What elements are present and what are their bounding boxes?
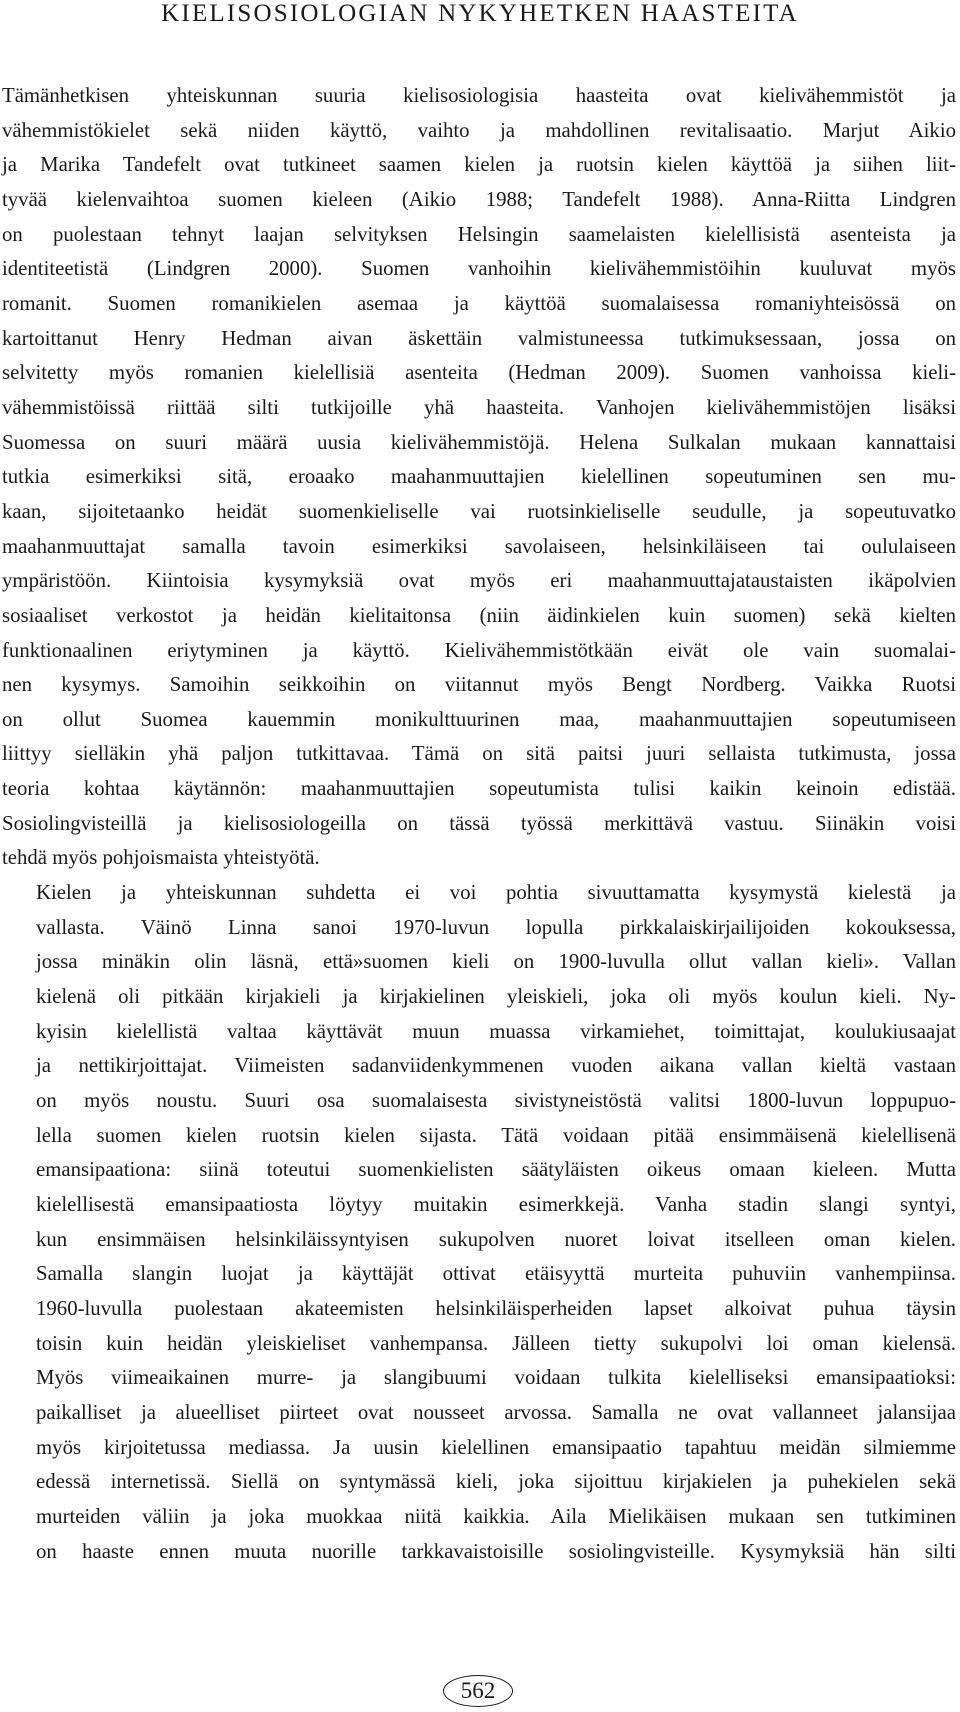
text-line: Suomessa on suuri määrä uusia kielivähemmistöjä. Helena Sulkalan mukaan kannattaisi (2, 430, 956, 454)
text-line: kun ensimmäisen helsinkiläissyntyisen sukupolven nuoret loivat itselleen oman kielen. (36, 1227, 956, 1251)
text-line: vähemmistökielet sekä niiden käyttö, vaihto ja mahdollinen revitalisaatio. Marjut Aikio (2, 118, 956, 142)
text-line: romanit. Suomen romanikielen asemaa ja käyttöä suomalaisessa romaniyhteisössä on (2, 291, 956, 315)
body-text (2, 79, 956, 1569)
text-line: Sosiolingvisteillä ja kielisosiologeilla on tässä työssä merkittävä vastuu. Siinäkin voisi (2, 811, 956, 835)
text-line: ja Marika Tandefelt ovat tutkineet saamen kielen ja ruotsin kielen käyttöä ja siihen liit- (2, 153, 956, 177)
text-line: murteiden väliin ja joka muokkaa niitä kaikkia. Aila Mielikäisen mukaan sen tutkiminen (36, 1504, 956, 1528)
paragraph (2, 876, 956, 1569)
text-line: paikalliset ja alueelliset piirteet ovat nousseet arvossa. Samalla ne ovat vallanneet jalansijaa (36, 1400, 956, 1424)
running-head: KIELISOSIOLOGIAN NYKYHETKEN HAASTEITA (161, 0, 799, 27)
text-line: Samalla slangin luojat ja käyttäjät ottivat etäisyyttä murteita puhuviin vanhempiinsa. (36, 1262, 956, 1286)
text-line: toisin kuin heidän yleiskieliset vanhempansa. Jälleen tietty sukupolvi loi oman kielensä. (36, 1331, 956, 1355)
text-line: vähemmistöissä riittää silti tutkijoille yhä haasteita. Vanhojen kielivähemmistöjen lisäksi (2, 395, 956, 419)
text-line: kaan, sijoitetaanko heidät suomenkieliselle vai ruotsinkieliselle seudulle, ja sopeutuvatko (2, 499, 956, 523)
text-line: on myös noustu. Suuri osa suomalaisesta sivistyneistöstä valitsi 1800-luvun loppupuo- (36, 1089, 956, 1113)
text-line: on ollut Suomea kauemmin monikulttuurinen maa, maahanmuuttajien sopeutumiseen (2, 707, 956, 731)
text-line: kielellisestä emansipaatiosta löytyy muitakin esimerkkejä. Vanha stadin slangi syntyi, (36, 1193, 956, 1216)
text-line: myös kirjoitetussa mediassa. Ja uusin kielellinen emansipaatio tapahtuu meidän silmiemme (36, 1435, 956, 1459)
text-line: funktionaalinen eriytyminen ja käyttö. Kielivähemmistötkään eivät ole vain suomalai- (2, 638, 956, 662)
text-line: selvitetty myös romanien kielellisiä asenteita (Hedman 2009). Suomen vanhoissa kieli- (2, 361, 956, 385)
text-line: nen kysymys. Samoihin seikkoihin on viitannut myös Bengt Nordberg. Vaikka Ruotsi (2, 673, 956, 697)
text-line: maahanmuuttajat samalla tavoin esimerkiksi savolaiseen, helsinkiläiseen tai oululaiseen (2, 534, 956, 558)
text-line: sosiaaliset verkostot ja heidän kielitaitonsa (niin äidinkielen kuin suomen) sekä kielten (2, 603, 956, 627)
text-line: Myös viimeaikainen murre- ja slangibuumi voidaan tulkita kielelliseksi emansipaatioksi: (36, 1366, 956, 1390)
text-line: ja nettikirjoittajat. Viimeisten sadanviidenkymmenen vuoden aikana vallan kieltä vastaan (36, 1054, 956, 1078)
text-line: jossa minäkin olin läsnä, että»suomen kieli on 1900-luvulla ollut vallan kieli». Vallan (36, 950, 956, 974)
text-line: teoria kohtaa käytännön: maahanmuuttajien sopeutumista tulisi kaikin keinoin edistää. (2, 777, 956, 801)
text-line: lella suomen kielen ruotsin kielen sijasta. Tätä voidaan pitää ensimmäisenä kielellisenä (36, 1123, 956, 1147)
text-line: vallasta. Väinö Linna sanoi 1970-luvun lopulla pirkkalaiskirjailijoiden kokouksessa, (36, 915, 956, 939)
text-line: edessä internetissä. Siellä on syntymässä kieli, joka sijoittuu kirjakielen ja puhekielen sekä (36, 1470, 956, 1494)
text-line: 1960-luvulla puolestaan akateemisten helsinkiläisperheiden lapset alkoivat puhua täysin (36, 1296, 956, 1320)
text-line: ympäristöön. Kiintoisia kysymyksiä ovat myös eri maahanmuuttajataustaisten ikäpolvien (2, 569, 956, 593)
text-line: on haaste ennen muuta nuorille tarkkavaistoisille sosiolingvisteille. Kysymyksiä hän silti (36, 1539, 956, 1563)
text-line: identiteetistä (Lindgren 2000). Suomen vanhoihin kielivähemmistöihin kuuluvat myös (2, 257, 956, 281)
text-line: kyisin kielellistä valtaa käyttävät muun muassa virkamiehet, toimittajat, koulukiusaajat (36, 1019, 956, 1043)
paragraph (2, 79, 956, 876)
text-line: tyvää kielenvaihtoa suomen kieleen (Aikio 1988; Tandefelt 1988). Anna-Riitta Lindgren (2, 187, 956, 211)
text-line: kielenä oli pitkään kirjakieli ja kirjakielinen yleiskieli, joka oli myös koulun kieli. Ny- (36, 985, 956, 1009)
text-line: on puolestaan tehnyt laajan selvityksen Helsingin saamelaisten kielellisistä asenteista ja (2, 222, 956, 246)
text-line: tehdä myös pohjoismaista yhteistyötä. (2, 846, 320, 870)
text-line: Kielen ja yhteiskunnan suhdetta ei voi pohtia sivuuttamatta kysymystä kielestä ja (36, 881, 956, 905)
text-line: tutkia esimerkiksi sitä, eroaako maahanmuuttajien kielellinen sopeutuminen sen mu- (2, 465, 956, 489)
text-line: kartoittanut Henry Hedman aivan äskettäin valmistuneessa tutkimuksessaan, jossa on (2, 326, 956, 350)
text-line: Tämänhetkisen yhteiskunnan suuria kielisosiologisia haasteita ovat kielivähemmistöt ja (2, 84, 956, 107)
page-number: 562 (443, 1675, 513, 1707)
text-line: liittyy sielläkin yhä paljon tutkittavaa. Tämä on sitä paitsi juuri sellaista tutkimusta, jossa (2, 742, 956, 766)
text-line: emansipaationa: siinä toteutui suomenkielisten säätyläisten oikeus omaan kieleen. Mutta (36, 1158, 956, 1182)
